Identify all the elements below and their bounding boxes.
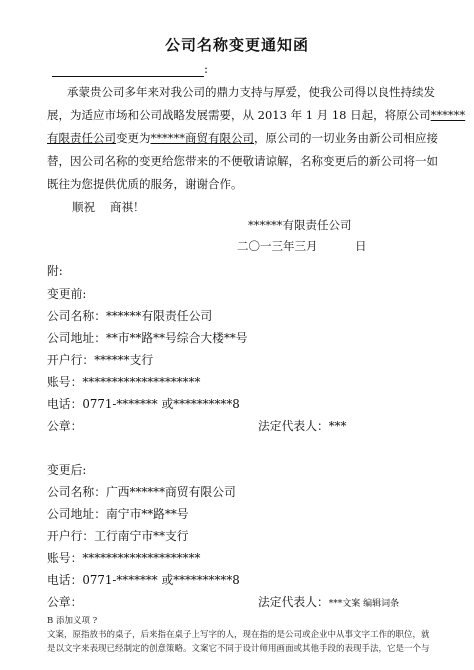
after-phone: 电话：0771-******* 或**********8	[47, 573, 240, 587]
after-heading: 变更后:	[47, 463, 87, 477]
after-legal-rep-label: 法定代表人：	[258, 595, 329, 609]
before-heading: 变更前:	[47, 287, 87, 301]
old-company-name-part1: ******	[430, 108, 466, 122]
document-title: 公司名称变更通知函	[164, 36, 309, 54]
before-seal: 公章：	[47, 419, 83, 433]
old-company-name-part2: 有限责任公司	[47, 131, 116, 145]
before-legal-rep: 法定代表人：***	[258, 419, 347, 433]
attachment-label: 附:	[47, 264, 63, 278]
signature-day: 日	[355, 239, 367, 253]
recipient-colon: :	[204, 62, 209, 76]
body-text: ，原公司的一切业务由新公司相应接	[254, 131, 438, 145]
body-line-1: 承蒙贵公司多年来对我公司的鼎力支持与厚爱，使我公司得以良性持续发	[67, 85, 435, 99]
after-bank: 开户行：工行南宁市**支行	[47, 529, 189, 543]
before-phone: 电话：0771-******* 或**********8	[47, 397, 240, 411]
add-sense-link[interactable]: B 添加义项 ?	[47, 616, 98, 626]
body-text: 变更为	[116, 131, 151, 145]
before-account: 账号：********************	[47, 375, 201, 389]
recipient-blank-line	[52, 64, 204, 77]
after-account: 账号：********************	[47, 551, 201, 565]
after-legal-rep-value: ***文案 编辑词条	[328, 599, 400, 609]
body-line-3	[47, 130, 438, 146]
before-bank: 开户行：******支行	[47, 353, 154, 367]
closing-business: 商祺！	[110, 200, 145, 214]
body-line-2	[47, 107, 465, 123]
signature-company: ******有限责任公司	[248, 218, 352, 232]
closing-regards: 顺祝	[72, 200, 95, 214]
before-company-name: 公司名称：******有限责任公司	[47, 309, 213, 323]
signature-date: 二〇一三年三月	[237, 239, 318, 253]
after-legal-rep	[258, 593, 399, 610]
after-address: 公司地址：南宁市**路**号	[47, 507, 189, 521]
footer-text-line-1: 文案，原指放书的桌子，后来指在桌子上写字的人，现在指的是公司或企业中从事文字工作的职位，就	[47, 630, 430, 640]
body-text: 展，为适应市场和公司战略发展需要，从 2013 年 1 月 18 日起，将原公司	[47, 108, 431, 122]
footer-text-line-2: 是以文字来表现已经制定的创意策略。文案它不同于设计师用画面或其他手段的表现手法，它是一个与	[47, 644, 430, 654]
new-company-name: ******商贸有限公司	[150, 131, 254, 145]
body-line-4: 替，因公司名称的变更给您带来的不便敬请谅解，名称变更后的新公司将一如	[47, 154, 438, 168]
after-company-name: 公司名称：广西******商贸有限公司	[47, 485, 236, 499]
before-address: 公司地址：**市**路**号综合大楼**号	[47, 331, 248, 345]
body-line-5: 既往为您提供优质的服务，谢谢合作。	[47, 177, 243, 191]
after-seal: 公章：	[47, 595, 83, 609]
